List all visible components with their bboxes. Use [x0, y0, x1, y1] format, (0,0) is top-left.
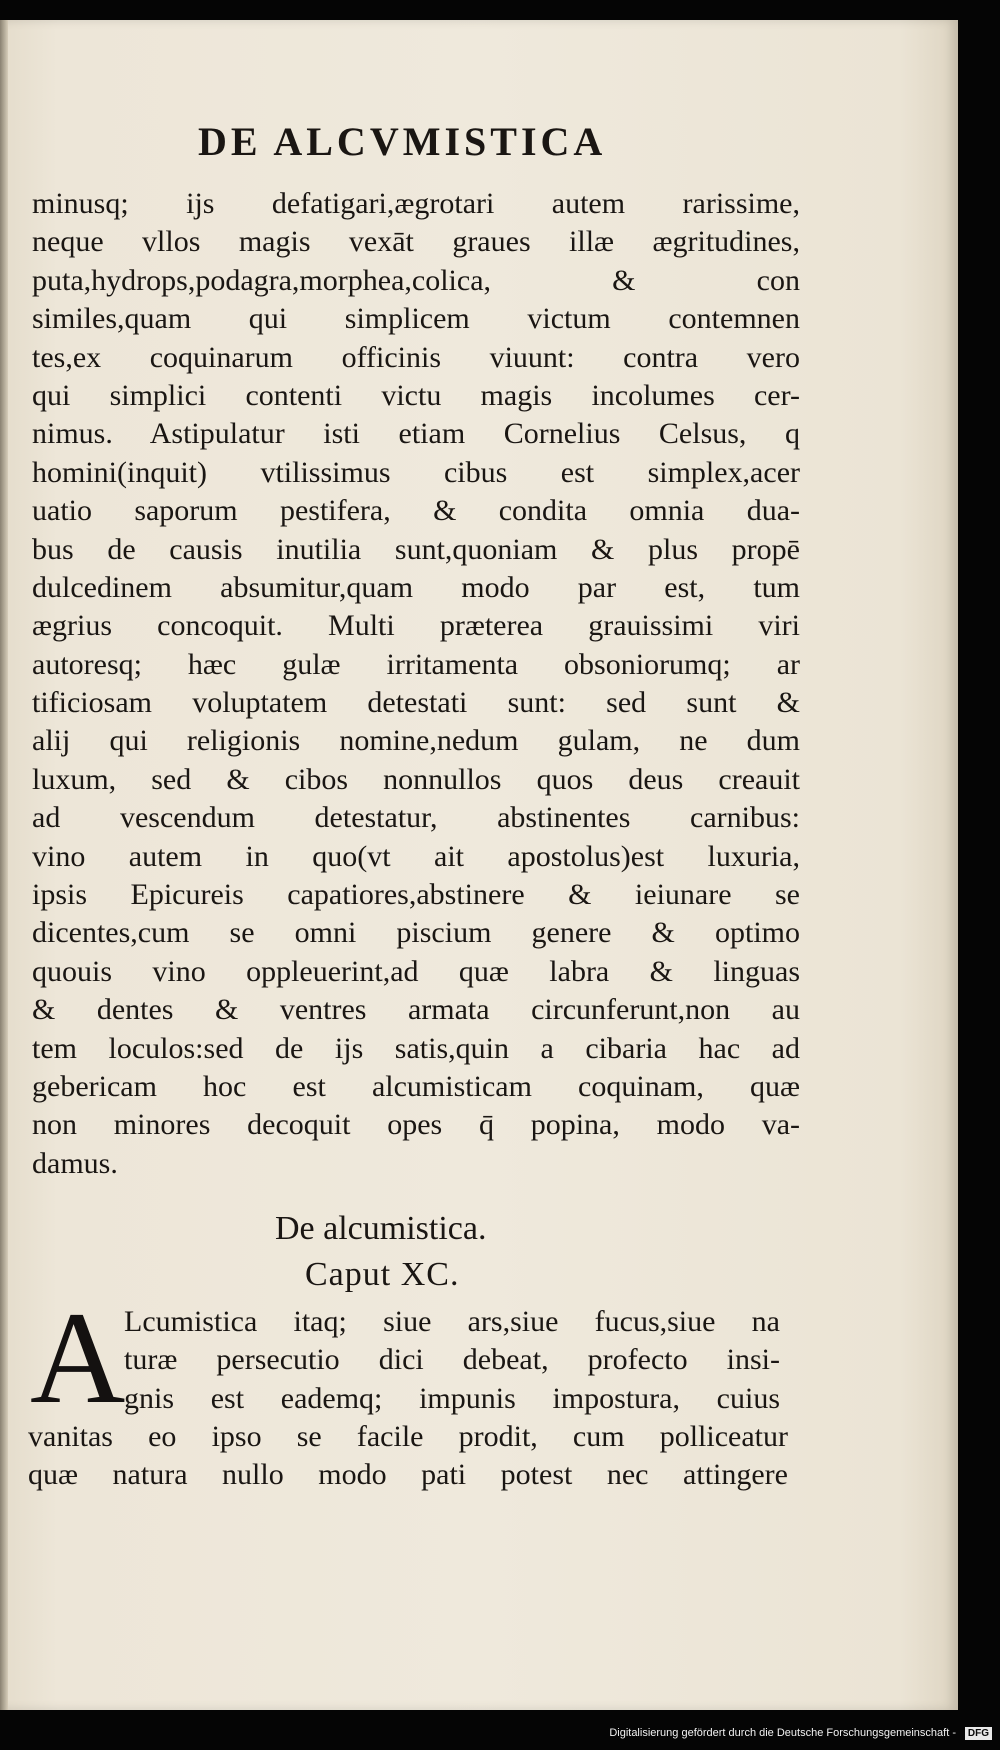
text-line: vanitas eo ipso se facile prodit, cum polliceatur — [28, 1420, 788, 1453]
text-line: alij qui religionis nomine,nedum gulam, ne dum — [32, 724, 800, 758]
text-line: ipsis Epicureis capatiores,abstinere & ieiunare se — [32, 878, 800, 912]
text-line: qui simplici contenti victu magis incolumes cer- — [32, 378, 800, 412]
text-line: bus de causis inutilia sunt,quoniam & plus propē — [32, 532, 800, 566]
footer-bar — [0, 1722, 1000, 1750]
book-page — [0, 20, 958, 1710]
text-line: tes,ex coquinarum officinis viuunt: contra vero — [32, 340, 800, 374]
text-line: gnis est eademq; impunis impostura, cuius — [124, 1381, 780, 1415]
text-line: ad vescendum detestatur, abstinentes carnibus: — [32, 801, 800, 835]
text-line: ægrius concoquit. Multi præterea grauissimi viri — [32, 609, 800, 643]
text-line: quæ natura nullo modo pati potest nec attingere — [28, 1458, 788, 1492]
text-line: dicentes,cum se omni piscium genere & optimo — [32, 916, 800, 950]
text-line: non minores decoquit opes q̄ popina, modo va- — [32, 1108, 800, 1142]
text-line: neque vllos magis vexāt graues illæ ægritudines, — [32, 225, 800, 259]
text-line: turæ persecutio dici debeat, profecto insi- — [124, 1343, 780, 1377]
text-line: quouis vino oppleuerint,ad quæ labra & linguas — [32, 954, 800, 988]
text-line: Lcumistica itaq; siue ars,siue fucus,siue na — [124, 1305, 780, 1338]
running-head: DE ALCVMISTICA — [198, 119, 607, 164]
text-line: similes,quam qui simplicem victum contemnen — [32, 302, 800, 336]
chapter-text-indented — [124, 1303, 780, 1418]
text-line: dulcedinem absumitur,quam modo par est, tum — [32, 570, 800, 604]
chapter-title: De alcumistica. — [275, 1210, 487, 1247]
funding-notice: Digitalisierung gefördert durch die Deutsche Forschungsgemeinschaft - — [609, 1727, 956, 1739]
text-line: nimus. Astipulatur isti etiam Cornelius Celsus, q — [32, 417, 800, 451]
text-line: gebericam hoc est alcumisticam coquinam, quæ — [32, 1069, 800, 1103]
text-line: puta,hydrops,podagra,morphea,colica, & con — [32, 263, 800, 297]
chapter-number: Caput XC. — [305, 1256, 460, 1293]
text-line: homini(inquit) vtilissimus cibus est simplex,acer — [32, 455, 800, 489]
body-text — [32, 185, 800, 1183]
text-line: & dentes & ventres armata circunferunt,non au — [32, 993, 800, 1027]
text-line: luxum, sed & cibos nonnullos quos deus creauit — [32, 762, 800, 796]
text-line-last: damus. — [32, 1146, 118, 1180]
text-line: uatio saporum pestifera, & condita omnia dua- — [32, 494, 800, 528]
text-line: vino autem in quo(vt ait apostolus)est luxuria, — [32, 839, 800, 873]
text-line: tificiosam voluptatem detestati sunt: sed sunt & — [32, 686, 800, 720]
chapter-text — [28, 1418, 788, 1495]
text-line: tem loculos:sed de ijs satis,quin a cibaria hac ad — [32, 1031, 800, 1065]
text-line: minusq; ijs defatigari,ægrotari autem rarissime, — [32, 187, 800, 220]
page-gutter — [0, 20, 8, 1710]
decorated-initial: A — [30, 1284, 126, 1431]
text-line: autoresq; hæc gulæ irritamenta obsoniorumq; ar — [32, 647, 800, 681]
dfg-logo: DFG — [965, 1727, 992, 1740]
